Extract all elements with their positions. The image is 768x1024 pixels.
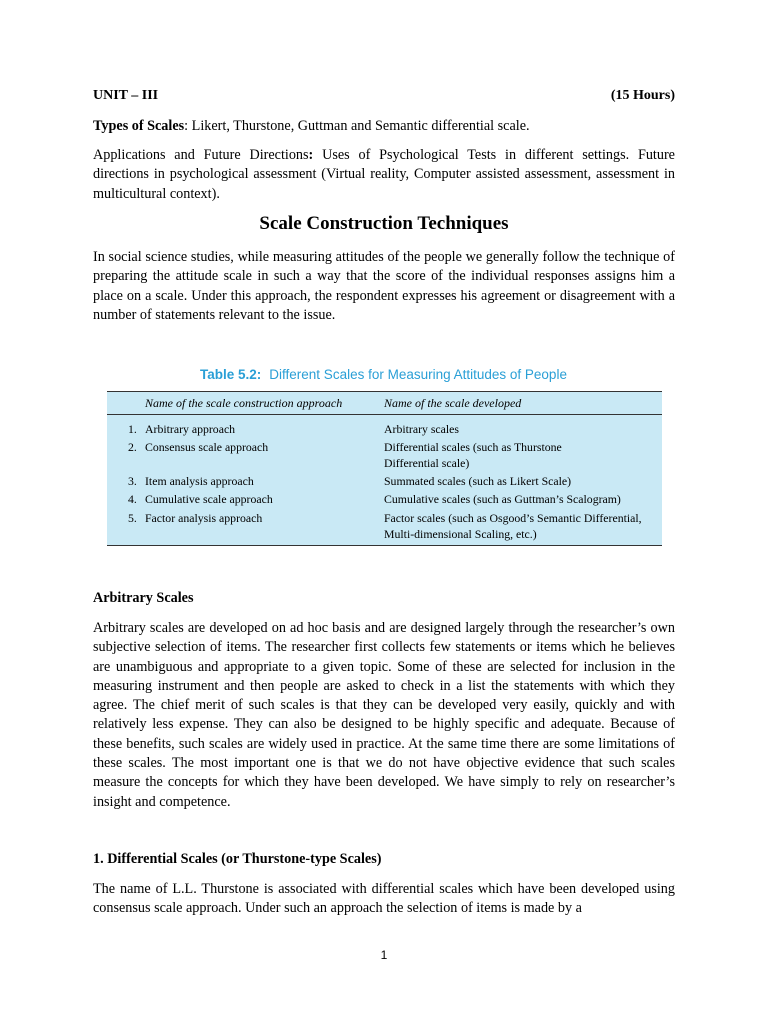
applications-text: Uses of Psychological Tests in different settings. Future directions in psychological assessment (Virtual reality, Computer assisted assessment, assessment in multicultural context). [93, 147, 675, 202]
row-approach: Factor analysis approach [145, 511, 263, 525]
table-header [107, 392, 662, 415]
page-title: Scale Construction Techniques [259, 213, 509, 234]
applications-label: Applications and Future Directions [93, 147, 309, 163]
table-caption-text: Different Scales for Measuring Attitudes of People [269, 367, 567, 382]
row-approach: Item analysis approach [145, 474, 254, 488]
page-number: 1 [380, 948, 388, 962]
header-approach: Name of the scale construction approach [145, 396, 343, 410]
table-label: Table 5.2: [200, 367, 262, 382]
scales-table [107, 391, 662, 546]
differential-heading: 1. Differential Scales (or Thurstone-type Scales) [93, 851, 382, 867]
row-scale: Cumulative scales (such as Guttman’s Scalogram) [384, 492, 621, 506]
intro-paragraph: In social science studies, while measuring attitudes of the people we generally follow the technique of preparing the attitude scale in such a way that the score of the individual responses assigns him a place on a scale. Under this approach, the respondent expresses his agreement or disagreement with a number of statements relevant to the issue. [93, 249, 675, 323]
row-approach: Cumulative scale approach [145, 492, 273, 506]
row-number: 5. [128, 511, 137, 525]
row-scale: Summated scales (such as Likert Scale) [384, 474, 572, 488]
row-number: 3. [128, 474, 137, 488]
row-approach: Arbitrary approach [145, 422, 236, 436]
arbitrary-paragraph: Arbitrary scales are developed on ad hoc basis and are designed largely through the researcher’s own subjective selection of items. The researcher first collects few statements or items which he believes are unambiguous and appropriate to a given topic. Some of these are selected for inclusion in the measuring instrument and then people are asked to check in a list the statements with which they agree. The chief merit of such scales is that they can be developed very easily, quickly and with relatively less expense. They can also be designed to be highly specific and adequate. Because of these benefits, such scales are widely used in practice. At the same time there are some limitations of these scales. The most important one is that we do not have objective evidence that such scales measure the concepts for which they have been developed. We have simply to rely on researcher’s insight and competence. [93, 620, 675, 810]
differential-paragraph: The name of L.L. Thurstone is associated with differential scales which have been developed using consensus scale approach. Under such an approach the selection of items is made by a [93, 881, 675, 917]
types-of-scales-line [93, 117, 675, 136]
row-scale: Arbitrary scales [384, 422, 460, 436]
row-number: 1. [128, 422, 137, 436]
unit-label: UNIT – III [93, 88, 159, 103]
row-approach: Consensus scale approach [145, 440, 269, 454]
row-scale: Factor scales (such as Osgood’s Semantic Differential, Multi-dimensional Scaling, etc.) [384, 511, 642, 541]
unit-hours: (15 Hours) [610, 88, 675, 103]
types-of-scales-label: Types of Scales [93, 118, 185, 134]
row-number: 2. [128, 440, 137, 454]
types-of-scales-text: : Likert, Thurstone, Guttman and Semantic differential scale. [184, 118, 530, 134]
row-scale: Differential scales (such as Thurstone Differential scale) [384, 440, 562, 470]
table-caption [200, 367, 567, 382]
row-number: 4. [128, 492, 137, 506]
arbitrary-heading: Arbitrary Scales [93, 590, 194, 606]
unit-line [93, 88, 675, 104]
header-scale: Name of the scale developed [384, 396, 522, 410]
applications-paragraph: Applications and Future Directions: Uses of Psychological Tests in different settings. Future directions in psychological assessment (Virtual reality, Computer assisted assessment, assessment in multicultural context). [93, 147, 675, 202]
